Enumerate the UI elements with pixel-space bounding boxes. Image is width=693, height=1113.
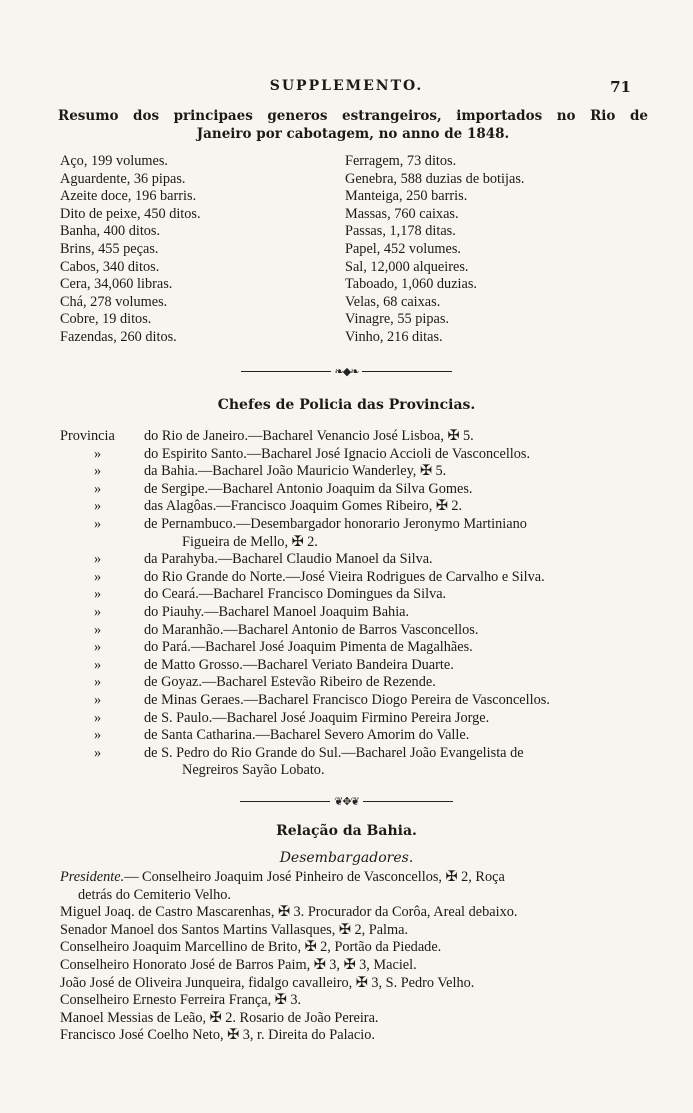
policia-row xyxy=(60,446,650,464)
policia-entry: de Sergipe.—Bacharel Antonio Joaquim da Silva Gomes. xyxy=(144,480,473,497)
ditto-mark: » xyxy=(94,674,102,691)
goods-item: Vinho, 216 ditas. xyxy=(345,328,443,345)
policia-entry: das Alagôas.—Francisco Joaquim Gomes Ribeiro, ✠ 2. xyxy=(144,498,463,515)
policia-entry: da Parahyba.—Bacharel Claudio Manoel da Silva. xyxy=(144,551,433,568)
role-label: Presidente. xyxy=(60,869,125,885)
policia-row xyxy=(60,481,650,499)
policia-row xyxy=(60,674,650,692)
ditto-mark: » xyxy=(94,603,102,620)
goods-item: Passas, 1,178 ditas. xyxy=(345,223,456,240)
ornament-divider-2: ❦✥❦ xyxy=(0,794,693,808)
policia-entry: de Minas Geraes.—Bacharel Francisco Diogo Pereira de Vasconcellos. xyxy=(144,691,550,708)
policia-row xyxy=(60,745,650,780)
goods-item: Aguardente, 36 pipas. xyxy=(60,170,186,187)
ditto-mark: » xyxy=(94,621,102,638)
ditto-mark: » xyxy=(94,709,102,726)
goods-item: Cera, 34,060 libras. xyxy=(60,276,173,293)
ornament-divider-1: ❧◆❧ xyxy=(0,364,693,378)
relacao-entry: João José de Oliveira Junqueira, fidalgo cavalleiro, ✠ 3, S. Pedro Velho. xyxy=(60,974,475,991)
goods-item: Cobre, 19 ditos. xyxy=(60,311,152,328)
goods-item: Chá, 278 volumes. xyxy=(60,293,168,310)
goods-item: Massas, 760 caixas. xyxy=(345,205,459,222)
ditto-mark: » xyxy=(94,639,102,656)
goods-item: Taboado, 1,060 duzias. xyxy=(345,276,478,293)
policia-row xyxy=(60,710,650,728)
policia-entry-continuation: Negreiros Sayão Lobato. xyxy=(182,762,325,779)
ditto-mark: » xyxy=(94,691,102,708)
relacao-row xyxy=(60,904,640,922)
relacao-entry: Conselheiro Ernesto Ferreira França, ✠ 3. xyxy=(60,992,302,1009)
relacao-entry: Manoel Messias de Leão, ✠ 2. Rosario de João Pereira. xyxy=(60,1009,379,1026)
policia-entry: do Pará.—Bacharel José Joaquim Pimenta de Magalhães. xyxy=(144,639,473,656)
goods-item: Manteiga, 250 barris. xyxy=(345,188,468,205)
ditto-mark: » xyxy=(94,656,102,673)
relacao-entry: Conselheiro Honorato José de Barros Paim, ✠ 3, ✠ 3, Maciel. xyxy=(60,956,417,973)
goods-item: Vinagre, 55 pipas. xyxy=(345,311,449,328)
goods-item: Sal, 12,000 alqueires. xyxy=(345,258,469,275)
page-number: 71 xyxy=(610,78,631,96)
goods-item: Papel, 452 volumes. xyxy=(345,240,461,257)
running-title: SUPPLEMENTO. xyxy=(269,78,424,94)
relacao-entry: Francisco José Coelho Neto, ✠ 3, r. Direita do Palacio. xyxy=(60,1027,375,1044)
policia-entry: do Maranhão.—Bacharel Antonio de Barros Vasconcellos. xyxy=(144,621,479,638)
policia-row xyxy=(60,569,650,587)
policia-row xyxy=(60,586,650,604)
relacao-row xyxy=(60,975,640,993)
policia-row xyxy=(60,516,650,551)
policia-entry: do Rio de Janeiro.—Bacharel Venancio José Lisboa, ✠ 5. xyxy=(144,428,474,444)
ditto-mark: » xyxy=(94,586,102,603)
policia-title: Chefes de Policia das Provincias. xyxy=(217,397,476,413)
goods-column-left xyxy=(60,153,340,347)
provincia-label: Provincia xyxy=(60,428,115,444)
goods-column-right xyxy=(345,153,665,347)
relacao-row xyxy=(60,957,640,975)
policia-entry-continuation: Figueira de Mello, ✠ 2. xyxy=(182,533,318,550)
relacao-title: Relação da Bahia. xyxy=(276,823,417,839)
policia-row xyxy=(60,498,650,516)
goods-item: Dito de peixe, 450 ditos. xyxy=(60,205,201,222)
policia-entry: do Rio Grande do Norte.—José Vieira Rodrigues de Carvalho e Silva. xyxy=(144,568,545,585)
ditto-mark: » xyxy=(94,445,102,462)
relacao-subtitle: Desembargadores. xyxy=(279,850,414,866)
goods-item: Brins, 455 peças. xyxy=(60,240,159,257)
goods-item: Fazendas, 260 ditos. xyxy=(60,328,177,345)
relacao-entry: Miguel Joaq. de Castro Mascarenhas, ✠ 3. Procurador da Corôa, Areal debaixo. xyxy=(60,904,518,921)
goods-item: Ferragem, 73 ditos. xyxy=(345,153,457,169)
goods-item: Genebra, 588 duzias de botijas. xyxy=(345,170,525,187)
goods-item: Azeite doce, 196 barris. xyxy=(60,188,197,205)
policia-entry: do Piauhy.—Bacharel Manoel Joaquim Bahia. xyxy=(144,603,410,620)
resumo-title-line-2: Janeiro por cabotagem, no anno de 1848. xyxy=(196,126,510,142)
policia-row xyxy=(60,428,650,446)
policia-entry: de Santa Catharina.—Bacharel Severo Amorim do Valle. xyxy=(144,727,470,744)
ditto-mark: » xyxy=(94,744,102,761)
resumo-title-line-1: Resumo dos principaes generos estrangeiros, importados no Rio de xyxy=(58,108,648,124)
relacao-row xyxy=(60,939,640,957)
policia-row xyxy=(60,727,650,745)
ditto-mark: » xyxy=(94,480,102,497)
policia-entry: do Espirito Santo.—Bacharel José Ignacio Accioli de Vasconcellos. xyxy=(144,445,531,462)
goods-item: Cabos, 340 ditos. xyxy=(60,258,160,275)
relacao-entry: — Conselheiro Joaquim José Pinheiro de Vasconcellos, ✠ 2, Roça xyxy=(124,869,505,885)
policia-row xyxy=(60,604,650,622)
policia-entry: de Goyaz.—Bacharel Estevão Ribeiro de Rezende. xyxy=(144,674,436,691)
relacao-entry: Senador Manoel dos Santos Martins Vallasques, ✠ 2, Palma. xyxy=(60,921,409,938)
policia-entry: de S. Pedro do Rio Grande do Sul.—Bacharel João Evangelista de xyxy=(144,744,524,761)
relacao-row xyxy=(60,992,640,1010)
policia-row xyxy=(60,657,650,675)
ditto-mark: » xyxy=(94,551,102,568)
policia-row xyxy=(60,692,650,710)
relacao-row xyxy=(60,1027,640,1045)
goods-item: Aço, 199 volumes. xyxy=(60,153,169,169)
goods-item: Banha, 400 ditos. xyxy=(60,223,161,240)
relacao-list xyxy=(60,869,640,1045)
goods-item: Velas, 68 caixas. xyxy=(345,293,441,310)
ditto-mark: » xyxy=(94,727,102,744)
policia-entry: da Bahia.—Bacharel João Mauricio Wanderley, ✠ 5. xyxy=(144,463,447,480)
policia-list xyxy=(60,428,650,780)
policia-row xyxy=(60,551,650,569)
policia-entry: de Pernambuco.—Desembargador honorario Jeronymo Martiniano xyxy=(144,515,527,532)
ditto-mark: » xyxy=(94,498,102,515)
ditto-mark: » xyxy=(94,515,102,532)
policia-row xyxy=(60,463,650,481)
policia-entry: do Ceará.—Bacharel Francisco Domingues da Silva. xyxy=(144,586,447,603)
relacao-row xyxy=(60,922,640,940)
page-header xyxy=(0,78,693,98)
policia-entry: de S. Paulo.—Bacharel José Joaquim Firmino Pereira Jorge. xyxy=(144,709,490,726)
relacao-entry-continuation: detrás do Cemiterio Velho. xyxy=(78,886,231,903)
ditto-mark: » xyxy=(94,463,102,480)
resumo-title xyxy=(58,107,648,143)
policia-entry: de Matto Grosso.—Bacharel Veriato Bandeira Duarte. xyxy=(144,656,454,673)
relacao-row xyxy=(60,1010,640,1028)
policia-row xyxy=(60,639,650,657)
relacao-entry: Conselheiro Joaquim Marcellino de Brito, ✠ 2, Portão da Piedade. xyxy=(60,939,442,956)
policia-row xyxy=(60,622,650,640)
relacao-row xyxy=(60,869,640,904)
ditto-mark: » xyxy=(94,568,102,585)
